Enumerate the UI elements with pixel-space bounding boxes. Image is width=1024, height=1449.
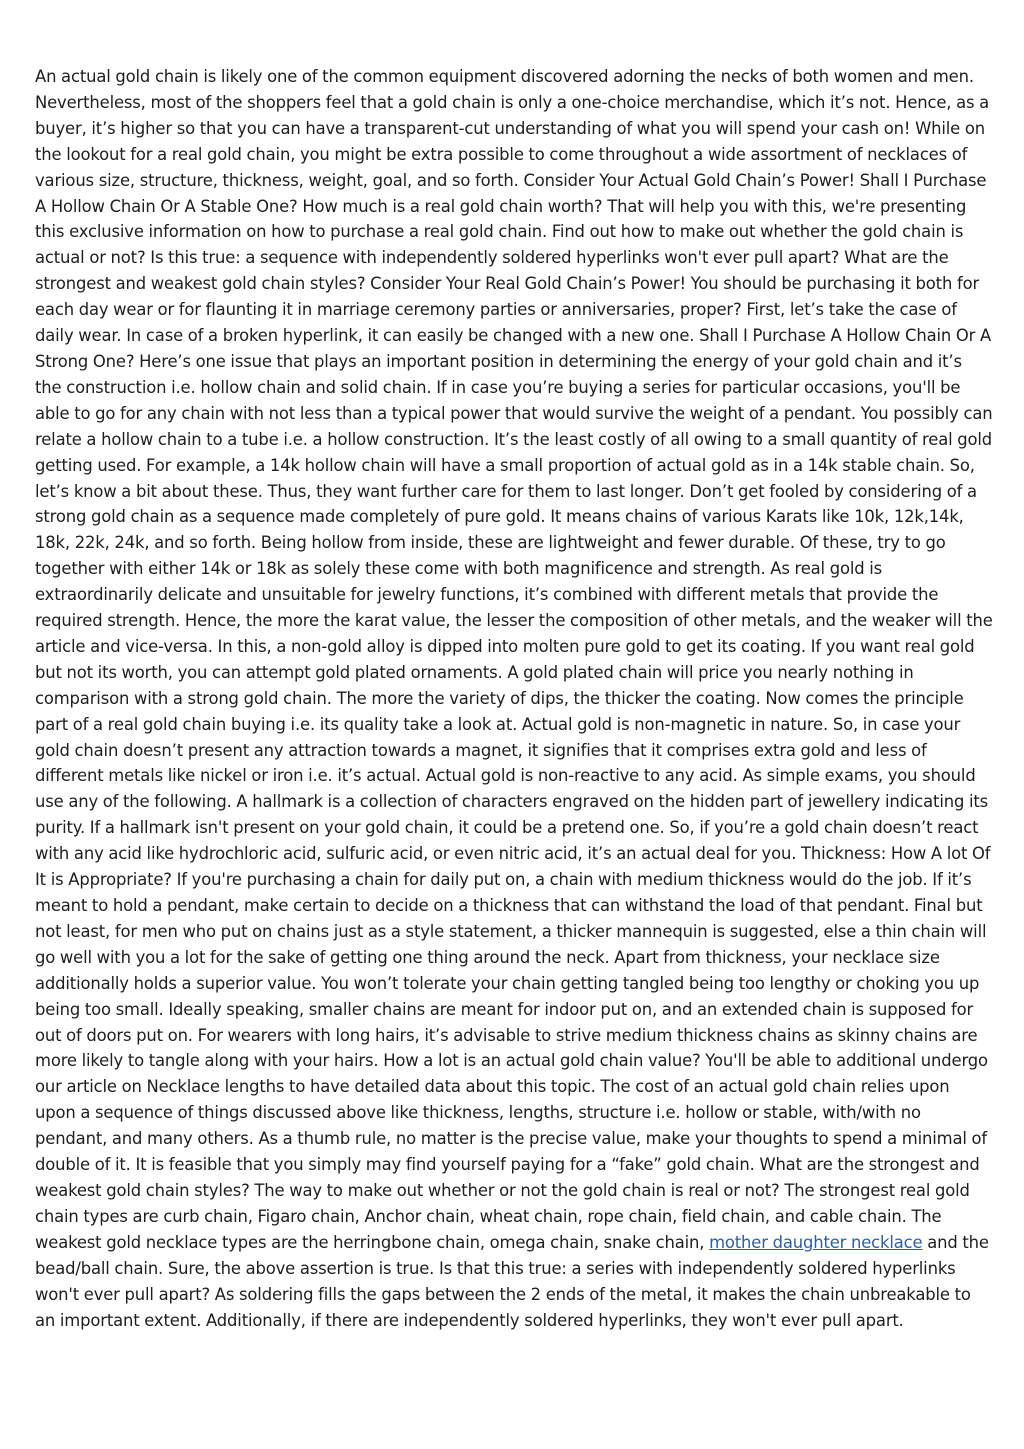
body-paragraph <box>35 64 993 1333</box>
document-page <box>35 64 993 1333</box>
paragraph-text-before-link: An actual gold chain is likely one of the common equipment discovered adorning the necks of both women and men. Nevertheless, most of the shoppers feel that a gold chain is only a one-choice merchandise, which it’s not. Hence, as a buyer, it’s higher so that you can have a transparent-cut understanding of what you will spend your cash on! While on the lookout for a real gold chain, you might be extra possible to come throughout a wide assortment of necklaces of various size, structure, thickness, weight, goal, and so forth. Consider Your Actual Gold Chain’s Power! Shall I Purchase A Hollow Chain Or A Stable One? How much is a real gold chain worth? That will help you with this, we're presenting this exclusive information on how to purchase a real gold chain. Find out how to make out whether the gold chain is actual or not? Is this true: a sequence with independently soldered hyperlinks won't ever pull apart? What are the strongest and weakest gold chain styles? Consider Your Real Gold Chain’s Power! You should be purchasing it both for each day wear or for flaunting it in marriage ceremony parties or anniversaries, proper? First, let’s take the case of daily wear. In case of a broken hyperlink, it can easily be changed with a new one. Shall I Purchase A Hollow Chain Or A Strong One? Here’s one issue that plays an important position in determining the energy of your gold chain and it’s the construction i.e. hollow chain and solid chain. If in case you’re buying a series for particular occasions, you'll be able to go for any chain with not less than a typical power that would survive the weight of a pendant. You possibly can relate a hollow chain to a tube i.e. a hollow construction. It’s the least costly of all owing to a small quantity of real gold getting used. For example, a 14k hollow chain will have a small proportion of actual gold as in a 14k stable chain. So, let’s know a bit about these. Thus, they want further care for them to last longer. Don’t get fooled by considering of a strong gold chain as a sequence made completely of pure gold. It means chains of various Karats like 10k, 12k,14k, 18k, 22k, 24k, and so forth. Being hollow from inside, these are lightweight and fewer durable. Of these, try to go together with either 14k or 18k as solely these come with both magnificence and strength. As real gold is extraordinarily delicate and unsuitable for jewelry functions, it’s combined with different metals that provide the required strength. Hence, the more the karat value, the lesser the composition of other metals, and the weaker will the article and vice-versa. In this, a non-gold alloy is dipped into molten pure gold to get its coating. If you want real gold but not its worth, you can attempt gold plated ornaments. A gold plated chain will price you nearly nothing in comparison with a strong gold chain. The more the variety of dips, the thicker the coating. Now comes the principle part of a real gold chain buying i.e. its quality take a look at. Actual gold is non-magnetic in nature. So, in case your gold chain doesn’t present any attraction towards a magnet, it signifies that it comprises extra gold and less of different metals like nickel or iron i.e. it’s actual. Actual gold is non-reactive to any acid. As simple exams, you should use any of the following. A hallmark is a collection of characters engraved on the hidden part of jewellery indicating its purity. If a hallmark isn't present on your gold chain, it could be a pretend one. So, if you’re a gold chain doesn’t react with any acid like hydrochloric acid, sulfuric acid, or even nitric acid, it’s an actual deal for you. Thickness: How A lot Of It is Appropriate? If you're purchasing a chain for daily put on, a chain with medium thickness would do the job. If it’s meant to hold a pendant, make certain to decide on a thickness that can withstand the load of that pendant. Final but not least, for men who put on chains just as a style statement, a thicker mannequin is suggested, else a thin chain will go well with you a lot for the sake of getting one thing around the neck. Apart from thickness, your necklace size additionally holds a superior value. You won’t tolerate your chain getting tangled being too lengthy or choking you up being too small. Ideally speaking, smaller chains are meant for indoor put on, and an extended chain is supposed for out of doors put on. For wearers with long hairs, it’s advisable to strive medium thickness chains as skinny chains are more likely to tangle along with your hairs. How a lot is an actual gold chain value? You'll be able to additional undergo our article on Necklace lengths to have detailed data about this topic. The cost of an actual gold chain relies upon upon a sequence of things discussed above like thickness, lengths, structure i.e. hollow or stable, with/with no pendant, and many others. As a thumb rule, no matter is the precise value, make your thoughts to spend a minimal of double of it. It is feasible that you simply may find yourself paying for a “fake” gold chain. What are the strongest and weakest gold chain styles? The way to make out whether or not the gold chain is real or not? The strongest real gold chain types are curb chain, Figaro chain, Anchor chain, wheat chain, rope chain, field chain, and cable chain. The weakest gold necklace types are the herringbone chain, omega chain, snake chain, <box>35 67 993 1252</box>
paragraph-text-after-link: and the bead/ball chain. Sure, the above assertion is true. Is that this true: a series with independently soldered hyperlinks won't ever pull apart? As soldering fills the gaps between the 2 ends of the metal, it makes the chain unbreakable to an important extent. Additionally, if there are independently soldered hyperlinks, they won't ever pull apart. <box>35 1232 989 1330</box>
mother-daughter-necklace-link[interactable]: mother daughter necklace <box>709 1232 923 1252</box>
